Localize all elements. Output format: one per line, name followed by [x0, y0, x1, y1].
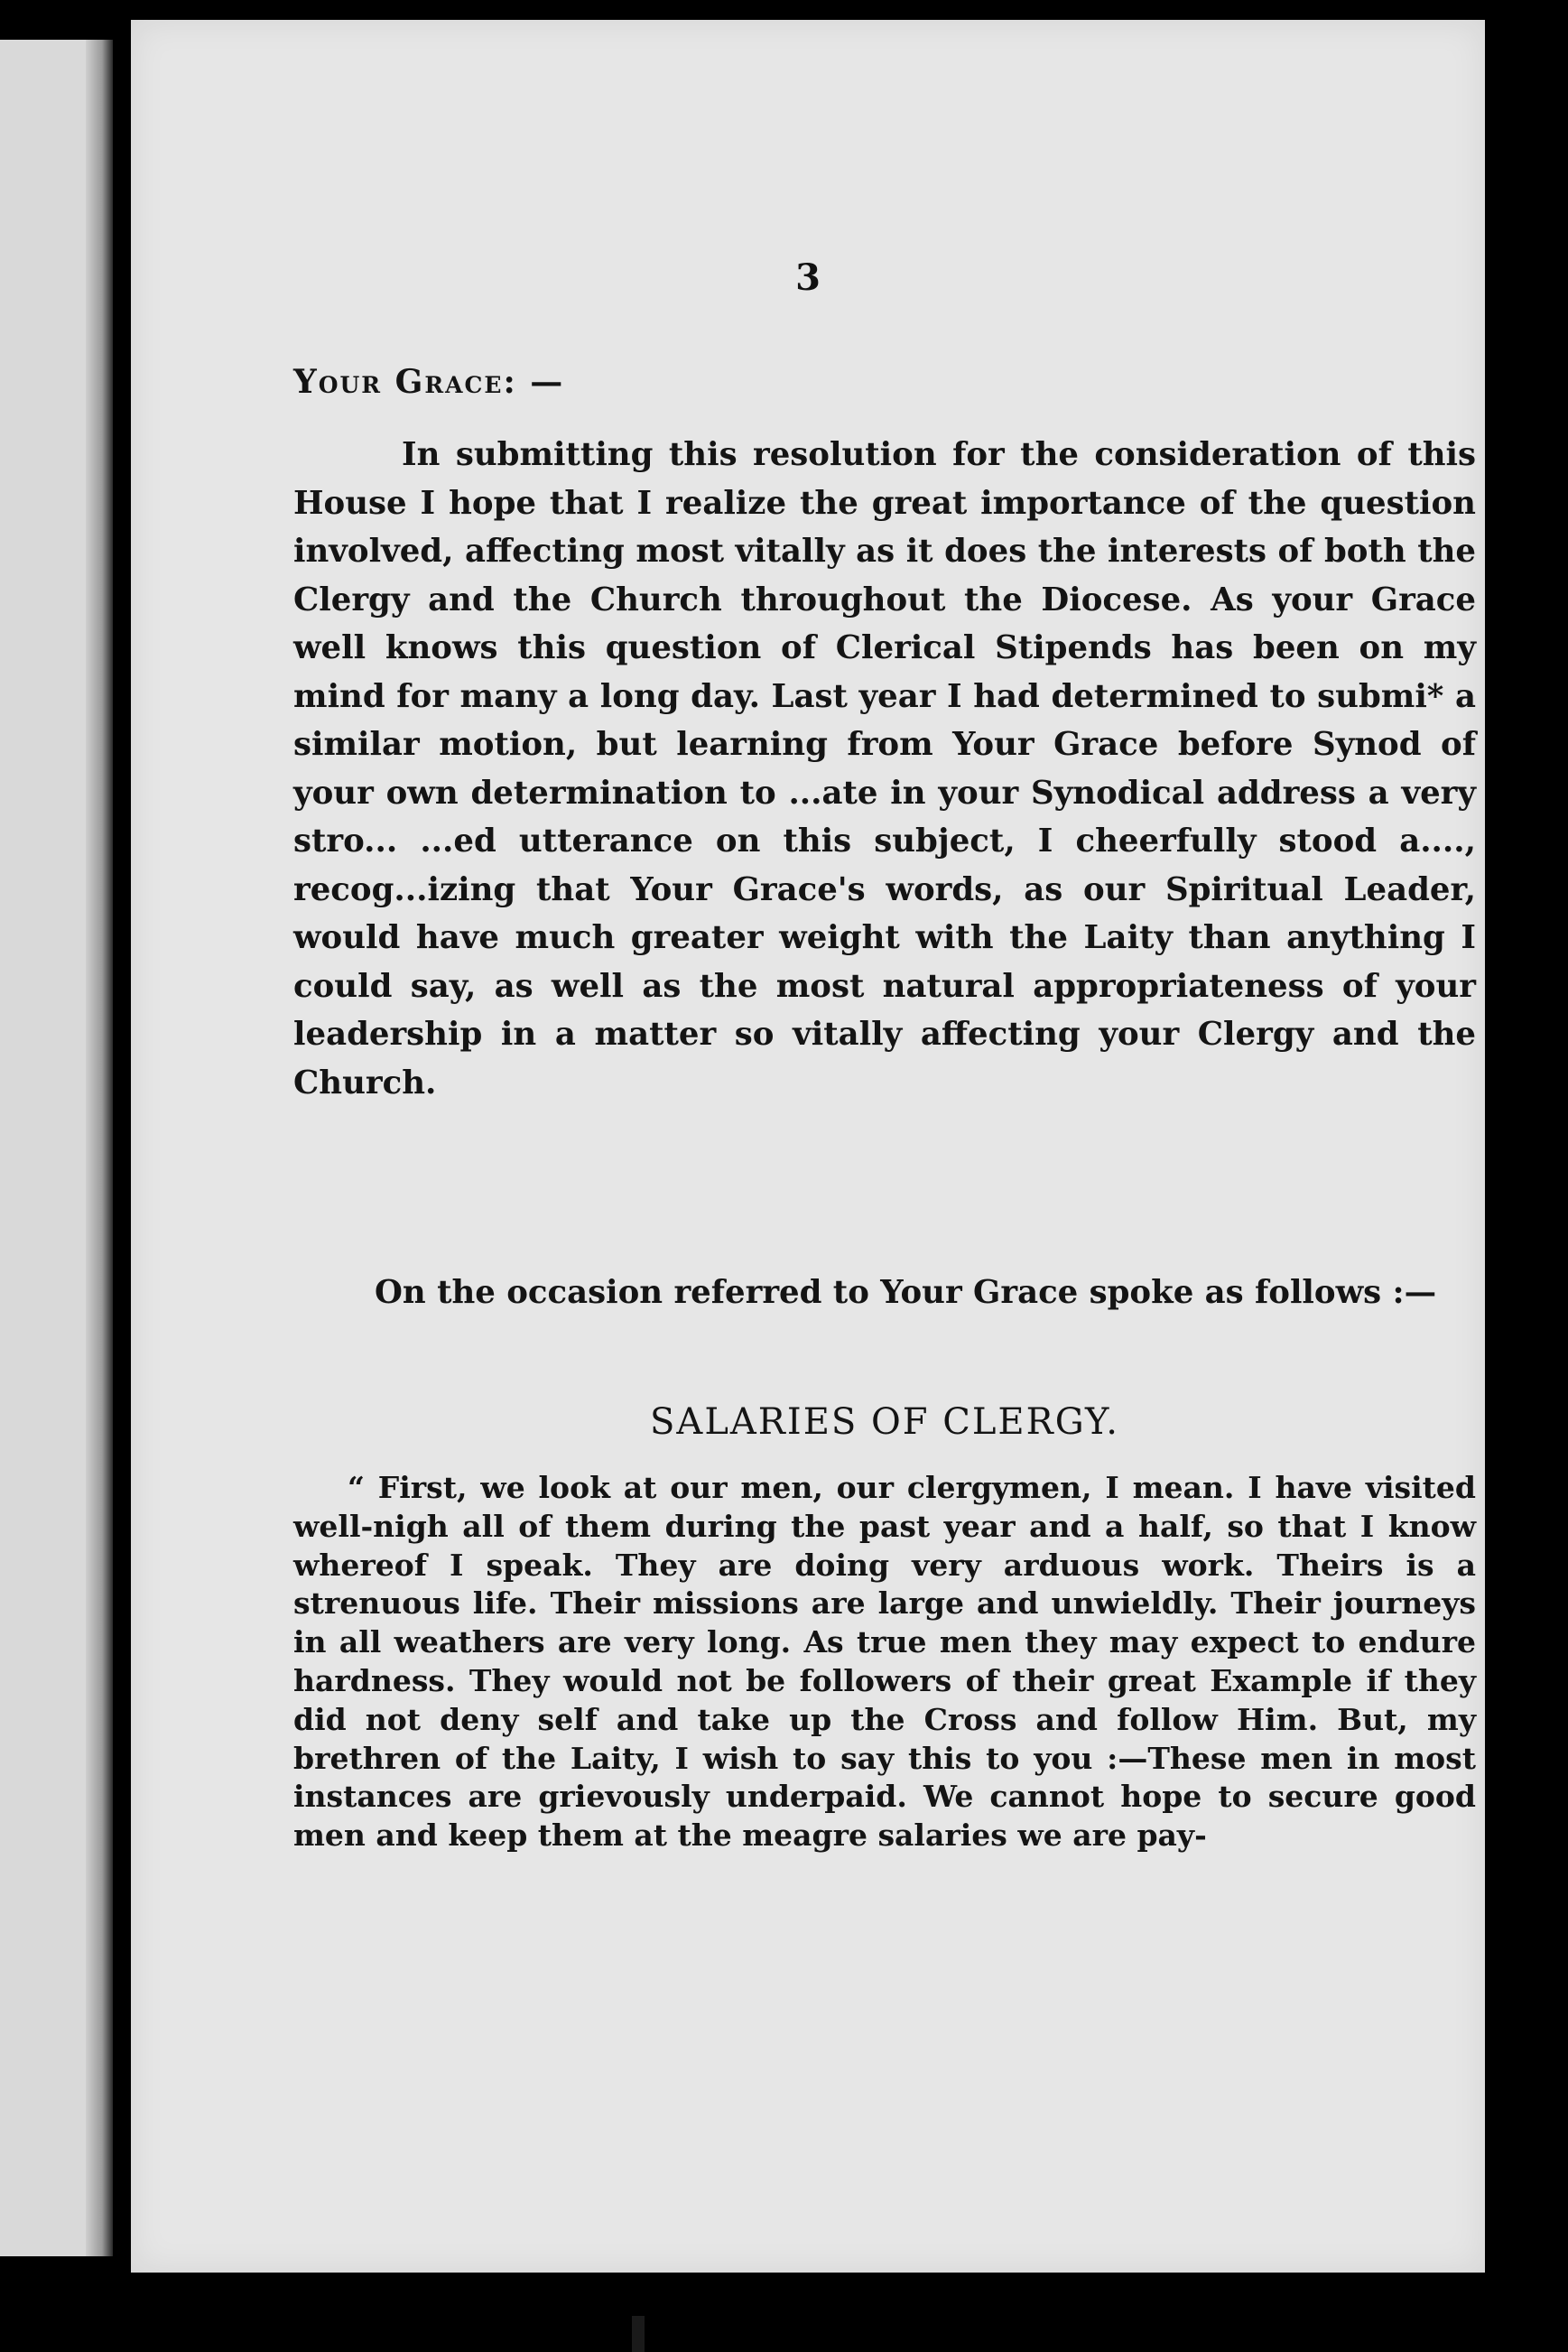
body-paragraph-1: In submitting this resolution for the consideration of this House I hope that I realize the great importance of the question involved, affecting most vitally as it does the interests of both the Clergy and the Church throughout the Diocese. As your Grace well knows this question of Clerical Stipends has been on my mind for many a long day. Last year I had determined to submi* a similar motion, but learning from Your Grace before Synod of your own determination to ...ate in your Synodical address a very stro... ...ed utterance on this subject, I cheerfully stood a...., recog...izing that Your Grace's words, as our Spiritual Leader, would have much greater weight with the Laity than anything I could say, as well as the most natural appropriateness of your leadership in a matter so vitally affecting your Clergy and the Church. — [293, 436, 1476, 1102]
section-heading: SALARIES OF CLERGY. — [650, 1401, 1119, 1443]
document-page — [131, 20, 1485, 2273]
salutation — [293, 363, 1476, 401]
salutation-text: Your Grace: — — [293, 363, 565, 401]
page-number: 3 — [795, 256, 821, 299]
scan-mark — [632, 2316, 645, 2352]
quoted-paragraph: “ First, we look at our men, our clergymen, I mean. I have visited well-nigh all of them during the past year and a half, so that I know whereof I speak. They are doing very arduous work. Theirs is a strenuous life. Their missions are large and unwieldly. Their journeys in all weathers are very long. As true men they may expect to endure hardness. They would not be followers of their great Example if they did not deny self and take up the Cross and follow Him. But, my brethren of the Laity, I wish to say this to you :—These men in most instances are grievously underpaid. We cannot hope to secure good men and keep them at the meagre salaries we are pay- — [293, 1470, 1476, 1854]
book-gutter — [86, 40, 113, 2256]
body-paragraph-2: On the occasion referred to Your Grace spoke as follows :— — [375, 1274, 1437, 1311]
